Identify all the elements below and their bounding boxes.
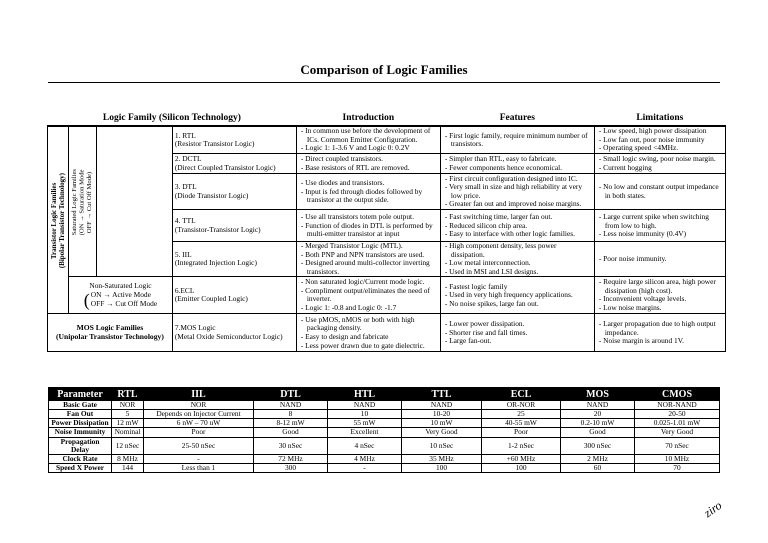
param-value: 10 <box>328 410 402 419</box>
param-value: 6 nW – 70 uW <box>144 419 254 428</box>
intro-list <box>299 155 438 172</box>
signature-logo: ziro <box>701 498 725 521</box>
limits-list <box>597 183 723 200</box>
bullet-item: - Used in very high frequency applications. <box>443 291 592 300</box>
features-list <box>443 283 592 309</box>
param-value: 10-20 <box>402 410 482 419</box>
param-value: NOR <box>144 401 254 410</box>
header-introduction: Introduction <box>296 113 440 126</box>
param-value: - <box>144 454 254 463</box>
bullet-item: - Low speed, high power dissipation <box>597 127 723 136</box>
active-mode: ON → Active Mode <box>90 290 151 300</box>
param-value: Very Good <box>402 428 482 437</box>
param-value: 8 MHz <box>112 454 144 463</box>
family-features-cell <box>440 242 594 277</box>
bullet-item: - Require large silicon area, high power dissipation (high cost). <box>597 278 723 295</box>
param-value: 25 <box>482 410 561 419</box>
param-value: 8-12 mW <box>254 419 328 428</box>
param-row <box>49 437 720 454</box>
param-value: 0.025-1.01 mW <box>635 419 720 428</box>
bullet-item: - Direct coupled transistors. <box>299 155 438 164</box>
param-label: Noise Immunity <box>49 428 112 437</box>
bullet-item: - Easy to design and fabricate <box>299 333 438 342</box>
param-value: 25-50 nSec <box>144 437 254 454</box>
bullet-item: - Low metal interconnection. <box>443 259 592 268</box>
header-features: Features <box>440 113 594 126</box>
bullet-item: - Used in MSI and LSI designs. <box>443 268 592 277</box>
param-value: 8 <box>254 410 328 419</box>
bullet-item: - Shorter rise and fall times. <box>443 329 592 338</box>
bullet-item: - Easy to interface with other logic families. <box>443 230 592 239</box>
param-value: NOR <box>112 401 144 410</box>
family-full-name: (Diode Transistor Logic) <box>174 190 249 200</box>
intro-list <box>299 213 438 239</box>
bullet-item: - No noise spikes, large fan out. <box>443 300 592 309</box>
bullet-item: - Lower power dissipation. <box>443 320 592 329</box>
family-limits-cell <box>594 154 725 174</box>
bullet-item: - Fast switching time, larger fan out. <box>443 213 592 222</box>
family-intro-cell <box>296 277 440 314</box>
param-label: Speed X Power <box>49 463 112 472</box>
family-limits-cell <box>594 126 725 154</box>
param-value: Good <box>254 428 328 437</box>
param-header-rtl: RTL <box>112 388 144 401</box>
param-value: NAND <box>402 401 482 410</box>
family-name: 6.ECL <box>174 285 195 295</box>
bullet-item: - No low and constant output impedance in both states. <box>597 183 723 200</box>
bullet-item: - Use diodes and transistors. <box>299 179 438 188</box>
param-label: Fan Out <box>49 410 112 419</box>
param-value: OR-NOR <box>482 401 561 410</box>
param-value: 12 mW <box>112 419 144 428</box>
family-full-name: (Direct Coupled Transistor Logic) <box>174 162 276 172</box>
param-header-ttl: TTL <box>402 388 482 401</box>
features-list <box>443 320 592 346</box>
bullet-item: - Inconvenient voltage levels. <box>597 295 723 304</box>
intro-list <box>299 127 438 153</box>
limits-list <box>597 320 723 346</box>
bullet-item: - High component density, less power dissipation. <box>443 242 592 259</box>
param-value: 300 nSec <box>561 437 635 454</box>
param-value: 144 <box>112 463 144 472</box>
intro-list <box>299 316 438 350</box>
title-rule <box>48 82 720 83</box>
bullet-item: - First logic family, require minimum number of transistors. <box>443 132 592 149</box>
family-name-cell <box>172 314 296 352</box>
param-row <box>49 419 720 428</box>
family-limits-cell <box>594 210 725 242</box>
param-header-iil: IIL <box>144 388 254 401</box>
non-saturated-cell: Non-Saturated Logic ( ON → Active Mode OFF → Cut Off Mode <box>69 277 173 314</box>
family-limits-cell <box>594 314 725 352</box>
bullet-item: - Very small in size and high reliability at very low price. <box>443 183 592 200</box>
param-row <box>49 454 720 463</box>
saturated-label: Saturated Logic Families (ON → Saturation Mode OFF → Cut Off Mode) <box>71 168 94 235</box>
features-list <box>443 213 592 239</box>
family-name: 7.MOS Logic <box>174 323 216 333</box>
family-name-cell <box>172 154 296 174</box>
family-row <box>48 126 726 154</box>
bullet-item: - Less noise immunity (0.4V) <box>597 230 723 239</box>
param-value: 60 <box>561 463 635 472</box>
family-name: 3. DTL <box>174 182 197 192</box>
param-header-dtl: DTL <box>254 388 328 401</box>
param-value: 40-55 mW <box>482 419 561 428</box>
param-label: Basic Gate <box>49 401 112 410</box>
family-features-cell <box>440 126 594 154</box>
param-value: Excellent <box>328 428 402 437</box>
limits-list <box>597 127 723 153</box>
family-name: 4. TTL <box>174 216 196 226</box>
param-value: 1-2 nSec <box>482 437 561 454</box>
family-features-cell <box>440 154 594 174</box>
param-value: 100 <box>482 463 561 472</box>
param-header-cmos: CMOS <box>635 388 720 401</box>
family-intro-cell <box>296 174 440 210</box>
bullet-item: - Small logic swing, poor noise margin. <box>597 155 723 164</box>
header-limitations: Limitations <box>594 113 725 126</box>
limits-list <box>597 155 723 172</box>
family-full-name: (Metal Oxide Semiconductor Logic) <box>174 331 283 341</box>
param-value: 12 nSec <box>112 437 144 454</box>
family-full-name: (Emitter Coupled Logic) <box>174 294 248 304</box>
family-full-name: (Integrated Injection Logic) <box>174 258 257 268</box>
param-value: 2 MHz <box>561 454 635 463</box>
family-intro-cell <box>296 154 440 174</box>
param-value: Very Good <box>635 428 720 437</box>
param-row <box>49 428 720 437</box>
bullet-item: - Use pMOS, nMOS or both with high packaging density. <box>299 316 438 333</box>
param-value: NAND <box>254 401 328 410</box>
param-value: 10 mW <box>402 419 482 428</box>
family-full-name: (Resistor Transistor Logic) <box>174 139 255 149</box>
features-list <box>443 175 592 209</box>
param-value: 70 nSec <box>635 437 720 454</box>
bullet-item: - Fastest logic family <box>443 283 592 292</box>
bullet-item: - Reduced silicon chip area. <box>443 222 592 231</box>
features-list <box>443 132 592 149</box>
bullet-item: - Non saturated logic/Current mode logic. <box>299 278 438 287</box>
family-features-cell <box>440 277 594 314</box>
family-limits-cell <box>594 277 725 314</box>
bullet-item: - Current hogging <box>597 164 723 173</box>
family-full-name: (Transistor-Transistor Logic) <box>174 224 261 234</box>
param-value: 100 <box>402 463 482 472</box>
param-row <box>49 463 720 472</box>
mos-families-label: MOS Logic Families (Unipolar Transistor Technology) <box>48 314 173 352</box>
family-row <box>48 314 726 352</box>
bullet-item: - Logic 1: 1-3.6 V and Logic 0: 0.2V <box>299 144 438 153</box>
intro-list <box>299 179 438 205</box>
intro-list <box>299 242 438 276</box>
bullet-item: - Designed around multi-collector inverting transistors. <box>299 259 438 276</box>
family-name-cell <box>172 242 296 277</box>
family-limits-cell <box>594 242 725 277</box>
bullet-item: - Greater fan out and improved noise margins. <box>443 200 592 209</box>
family-intro-cell <box>296 314 440 352</box>
family-name: 2. DCTL <box>174 154 202 164</box>
param-label: Clock Rate <box>49 454 112 463</box>
family-intro-cell <box>296 210 440 242</box>
param-value: 30 nSec <box>254 437 328 454</box>
param-header-mos: MOS <box>561 388 635 401</box>
param-value: 72 MHz <box>254 454 328 463</box>
param-value: 10 MHz <box>635 454 720 463</box>
bullet-item: - Less power drawn due to gate dielectric. <box>299 342 438 351</box>
param-value: 4 nSec <box>328 437 402 454</box>
family-intro-cell <box>296 126 440 154</box>
features-list <box>443 155 592 172</box>
logic-families-table <box>47 113 726 352</box>
bullet-item: - Merged Transistor Logic (MTL). <box>299 242 438 251</box>
param-value: 35 MHz <box>402 454 482 463</box>
param-value: Poor <box>144 428 254 437</box>
family-features-cell <box>440 174 594 210</box>
param-value: NAND <box>561 401 635 410</box>
bullet-item: - Low fan out, poor noise immunity <box>597 136 723 145</box>
param-value: NAND <box>328 401 402 410</box>
family-features-cell <box>440 210 594 242</box>
family-limits-cell <box>594 174 725 210</box>
bullet-item: - Compliment output/eliminates the need of inverter. <box>299 287 438 304</box>
bullet-item: - First circuit configuration designed into IC. <box>443 175 592 184</box>
family-name: 1. RTL <box>174 130 196 140</box>
param-value: 20 <box>561 410 635 419</box>
bullet-item: - Larger propagation due to high output impedance. <box>597 320 723 337</box>
bullet-item: - Input is fed through diodes followed by transistor at the output side. <box>299 188 438 205</box>
param-label: Power Dissipation <box>49 419 112 428</box>
family-name-cell <box>172 126 296 154</box>
intro-list <box>299 278 438 312</box>
family-name-cell <box>172 174 296 210</box>
param-value: 300 <box>254 463 328 472</box>
parameter-table <box>48 387 720 473</box>
bullet-item: - Noise margin is around 1V. <box>597 337 723 346</box>
param-value: NOR-NAND <box>635 401 720 410</box>
param-value: Depends on Injector Current <box>144 410 254 419</box>
features-list <box>443 242 592 276</box>
bullet-item: - Low noise margins. <box>597 304 723 313</box>
bullet-item: - Operating speed <4MHz. <box>597 144 723 153</box>
param-row <box>49 401 720 410</box>
param-value: 70 <box>635 463 720 472</box>
header-logic-family: Logic Family (Silicon Technology) <box>48 113 297 126</box>
bullet-item: - Simpler than RTL, easy to fabricate. <box>443 155 592 164</box>
bullet-item: - Logic 1: -0.8 and Logic 0: -1.7 <box>299 304 438 313</box>
bullet-item: - Function of diodes in DTL is performed by multi-emitter transistor at input <box>299 222 438 239</box>
bullet-item: - Base resistors of RTL are removed. <box>299 164 438 173</box>
param-value: Good <box>561 428 635 437</box>
param-value: - <box>328 463 402 472</box>
non-saturated-title: Non-Saturated Logic <box>89 281 152 291</box>
param-value: 5 <box>112 410 144 419</box>
param-value: +60 MHz <box>482 454 561 463</box>
param-header-parameter: Parameter <box>49 388 112 401</box>
limits-list <box>597 278 723 312</box>
cutoff-mode: OFF → Cut Off Mode <box>90 298 158 308</box>
bullet-item: - In common use before the development of ICs. Common Emitter Configuration. <box>299 127 438 144</box>
param-value: 0.2-10 mW <box>561 419 635 428</box>
param-value: 10 nSec <box>402 437 482 454</box>
bullet-item: - Large current spike when switching from low to high. <box>597 213 723 230</box>
family-name-cell <box>172 277 296 314</box>
param-value: Nominal <box>112 428 144 437</box>
family-name-cell <box>172 210 296 242</box>
family-row <box>48 277 726 314</box>
param-header-htl: HTL <box>328 388 402 401</box>
limits-list <box>597 255 723 264</box>
family-intro-cell <box>296 242 440 277</box>
param-label: Propagation Delay <box>49 437 112 454</box>
param-value: Less than 1 <box>144 463 254 472</box>
bipolar-label: Transistor Logic Families (Bipolar Transistor Technology) <box>50 172 67 268</box>
param-value: 20-50 <box>635 410 720 419</box>
param-value: 4 MHz <box>328 454 402 463</box>
param-value: Poor <box>482 428 561 437</box>
page-title: Comparison of Logic Families <box>300 62 468 77</box>
family-name: 5. IIL <box>174 249 192 259</box>
limits-list <box>597 213 723 239</box>
param-value: 55 mW <box>328 419 402 428</box>
bullet-item: - Fewer components hence economical. <box>443 164 592 173</box>
param-header-ecl: ECL <box>482 388 561 401</box>
bullet-item: - Both PNP and NPN transistors are used. <box>299 251 438 260</box>
bullet-item: - Use all transistors totem pole output. <box>299 213 438 222</box>
bullet-item: - Large fan-out. <box>443 337 592 346</box>
family-features-cell <box>440 314 594 352</box>
bullet-item: - Poor noise immunity. <box>597 255 723 264</box>
param-row <box>49 410 720 419</box>
